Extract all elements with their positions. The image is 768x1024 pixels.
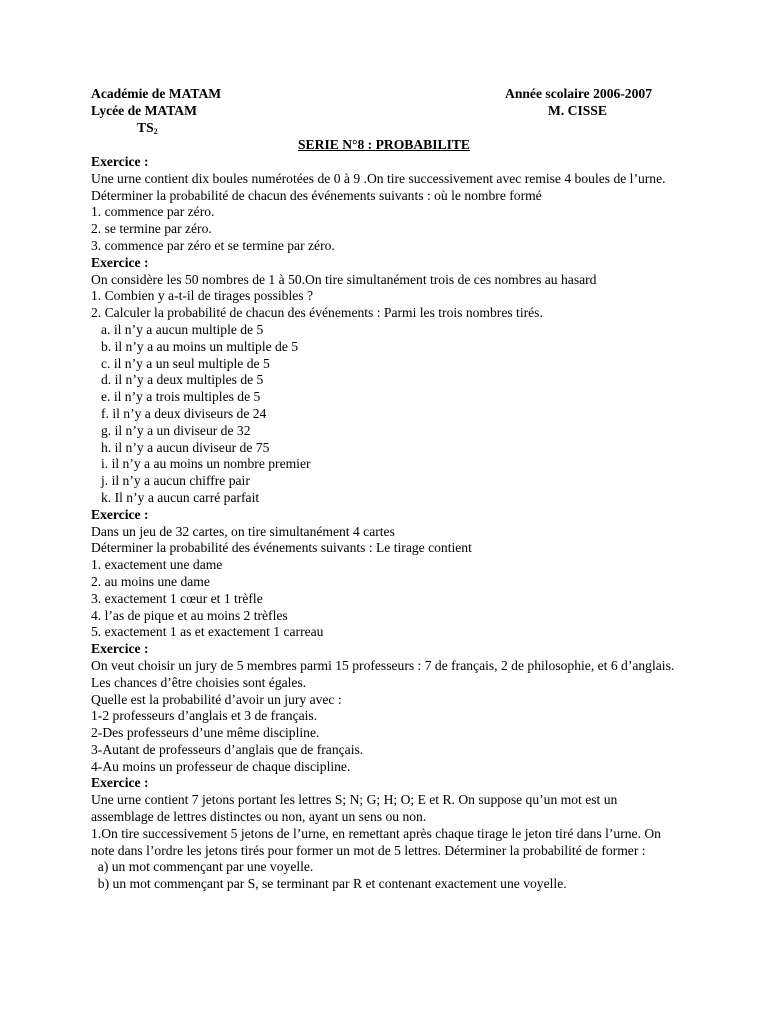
exercise-text: Déterminer la probabilité des événements suivants : Le tirage contient bbox=[91, 540, 472, 556]
exercise-text: Quelle est la probabilité d’avoir un jury avec : bbox=[91, 691, 342, 707]
exercise-question: 1. commence par zéro. bbox=[91, 204, 215, 220]
page-title: SERIE N°8 : PROBABILITE bbox=[298, 137, 470, 152]
exercise-question: 2. au moins une dame bbox=[91, 573, 210, 589]
list-item: b. il n’y a au moins un multiple de 5 bbox=[101, 338, 299, 354]
exercise-question: 3-Autant de professeurs d’anglais que de français. bbox=[91, 741, 364, 757]
exercise-text: On considère les 50 nombres de 1 à 50.On tire simultanément trois de ces nombres au hasard bbox=[91, 271, 597, 287]
list-item: a. il n’y a aucun multiple de 5 bbox=[101, 321, 264, 337]
exercise-question: 2. Calculer la probabilité de chacun des événements : Parmi les trois nombres tirés. bbox=[91, 305, 543, 321]
class-label: $TS_2$ bbox=[137, 120, 158, 136]
list-item: c. il n’y a un seul multiple de 5 bbox=[101, 355, 270, 371]
list-item: f. il n’y a deux diviseurs de 24 bbox=[101, 405, 267, 421]
exercise-question: 4-Au moins un professeur de chaque discipline. bbox=[91, 758, 351, 774]
exercise-question: 1-2 professeurs d’anglais et 3 de français. bbox=[91, 708, 318, 724]
exercise-heading: Exercice : bbox=[91, 506, 149, 522]
exercise-question: 1. exactement une dame bbox=[91, 557, 223, 573]
academy-name: Académie de MATAM bbox=[91, 86, 222, 101]
exercise-question: 2. se termine par zéro. bbox=[91, 221, 212, 237]
exercise-question: 3. exactement 1 cœur et 1 trèfle bbox=[91, 590, 263, 606]
list-item: e. il n’y a trois multiples de 5 bbox=[101, 389, 261, 405]
teacher-name: M. CISSE bbox=[548, 103, 607, 118]
exercise-question: b) un mot commençant par S, se terminant par R et contenant exactement une voyelle. bbox=[91, 876, 567, 892]
list-item: h. il n’y a aucun diviseur de 75 bbox=[101, 439, 270, 455]
list-item: k. Il n’y a aucun carré parfait bbox=[101, 489, 260, 505]
exercise-question: 2-Des professeurs d’une même discipline. bbox=[91, 725, 320, 741]
list-item: j. il n’y a aucun chiffre pair bbox=[101, 473, 250, 489]
document-body bbox=[91, 154, 681, 893]
exercise-heading: Exercice : bbox=[91, 254, 149, 270]
exercise-heading: Exercice : bbox=[91, 154, 149, 169]
exercise-text: Une urne contient 7 jetons portant les lettres S; N; G; H; O; E et R. On suppose qu’un mot est un assemblage de lettres distinctes ou non, ayant un sens ou non. bbox=[91, 792, 618, 825]
exercise-question: a) un mot commençant par une voyelle. bbox=[91, 859, 314, 875]
exercise-question: 3. commence par zéro et se termine par zéro. bbox=[91, 237, 335, 253]
exercise-question: 5. exactement 1 as et exactement 1 carreau bbox=[91, 624, 324, 640]
exercise-text: Une urne contient dix boules numérotées de 0 à 9 .On tire successivement avec remise 4 boules de l’urne. bbox=[91, 170, 666, 186]
list-item: i. il n’y a au moins un nombre premier bbox=[101, 456, 311, 472]
school-year: Année scolaire 2006-2007 bbox=[505, 86, 652, 101]
exercise-heading: Exercice : bbox=[91, 775, 149, 791]
exercise-text: Déterminer la probabilité de chacun des événements suivants : où le nombre formé bbox=[91, 187, 542, 203]
list-item: g. il n’y a un diviseur de 32 bbox=[101, 422, 251, 438]
exercise-question: 4. l’as de pique et au moins 2 trèfles bbox=[91, 607, 288, 623]
exercise-text: 1.On tire successivement 5 jetons de l’urne, en remettant après chaque tirage le jeton tiré dans l’urne. On note dans l’ordre les jetons tirés pour former un mot de 5 lettres. Déterminer la probabilité de former : bbox=[91, 825, 661, 858]
list-item: d. il n’y a deux multiples de 5 bbox=[101, 372, 264, 388]
exercise-text: On veut choisir un jury de 5 membres parmi 15 professeurs : 7 de français, 2 de philosophie, et 6 d’anglais. Les chances d’être choisies sont égales. bbox=[91, 657, 675, 690]
exercise-heading: Exercice : bbox=[91, 641, 149, 657]
exercise-question: 1. Combien y a-t-il de tirages possibles ? bbox=[91, 288, 313, 304]
exercise-text: Dans un jeu de 32 cartes, on tire simultanément 4 cartes bbox=[91, 523, 395, 539]
lycee-name: Lycée de MATAM bbox=[91, 103, 197, 118]
